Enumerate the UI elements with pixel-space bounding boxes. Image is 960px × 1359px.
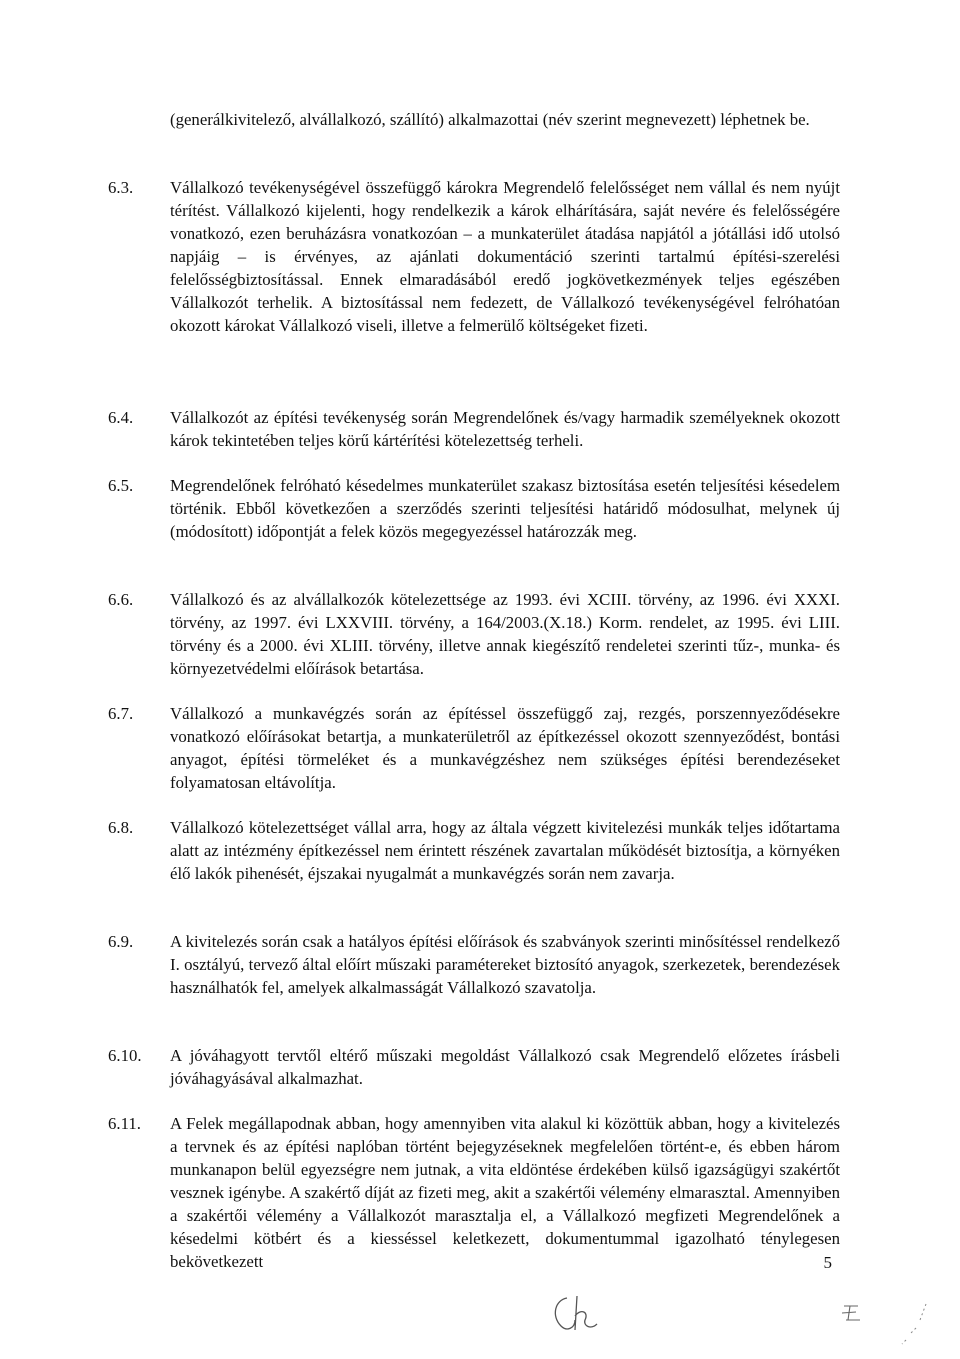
section-text: Vállalkozó a munkavégzés során az építéssel összefüggő zaj, rezgés, porszennyeződésekre vonatkozó előírásokat betartja, a munkaterületről az építkezéssel okozott szennyeződést, bontási anyagot, építési törmeléket és a munkavégzéshez nem szükséges építési berendezéseket folyamatosan eltávolítja. (170, 704, 840, 792)
section-6-10 (108, 1044, 840, 1090)
section-6-5 (108, 474, 840, 543)
section-number: 6.9. (108, 932, 134, 951)
section-6-6 (108, 588, 840, 680)
section-text: Megrendelőnek felróható késedelmes munkaterület szakasz biztosítása esetén teljesítési késedelem történik. Ebből következően a szerződés szerinti teljesítési határidő módosulhat, melynek új (módosított) időpontját a felek közös megegyezéssel határozzák meg. (170, 476, 840, 541)
section-6-8 (108, 816, 840, 885)
section-6-9 (108, 930, 840, 999)
margin-mark-icon (896, 1300, 936, 1350)
page-number: 5 (823, 1253, 832, 1272)
intro-paragraph: (generálkivitelező, alvállalkozó, szállító) alkalmazottai (név szerint megnevezett) léphetnek be. (170, 110, 810, 129)
section-number: 6.4. (108, 408, 134, 427)
signature-initials-icon (545, 1290, 615, 1340)
section-text: Vállalkozó kötelezettséget vállal arra, hogy az általa végzett kivitelezési munkák teljes időtartama alatt az intézmény építkezéssel nem érintett részének zavartalan működését biztosítja, a környéken élő lakók pihenését, éjszakai nyugalmát a munkavégzés során nem zavarja. (170, 818, 840, 883)
section-number: 6.3. (108, 178, 134, 197)
section-6-3 (108, 176, 840, 337)
section-text: A kivitelezés során csak a hatályos építési előírások és szabványok szerinti minősítéssel rendelkező I. osztályú, tervező által előírt műszaki paramétereket biztosító anyagok, szerkezetek, berendezések használhatók fel, amelyek alkalmasságát Vállalkozó szavatolja. (170, 932, 840, 997)
section-6-4 (108, 406, 840, 452)
section-text: Vállalkozó és az alvállalkozók kötelezettsége az 1993. évi XCIII. törvény, az 1996. évi XXXI. törvény, az 1997. évi LXXVIII. törvény, a 164/2003.(X.18.) Korm. rendelet, az 1995. évi LIII. törvény és a 2000. évi XLIII. törvény, illetve annak kiegészítő rendeletei szerinti tűz-, munka- és környezetvédelmi előírások betartása. (170, 590, 840, 678)
section-number: 6.6. (108, 590, 134, 609)
section-number: 6.11. (108, 1114, 141, 1133)
section-number: 6.7. (108, 704, 134, 723)
section-number: 6.5. (108, 476, 134, 495)
section-6-11 (108, 1112, 840, 1273)
section-text: A Felek megállapodnak abban, hogy amennyiben vita alakul ki közöttük abban, hogy a kivitelezés a tervnek és az építési naplóban történt bejegyzéseknek megfelelően történt-e, és ebben három munkanapon belül egyezségre nem jutnak, a vita eldöntése érdekében külső igazságügyi szakértőt vesznek igénybe. A szakértő díját az fizeti meg, akit a szakértői vélemény elmarasztal. Amennyiben a szakértői vélemény a Vállalkozót marasztalja el, a Vállalkozó megfizeti Megrendelőnek a késedelmi kötbért és a kiesséssel keletkezett, dokumentummal igazolható ténylegesen bekövetkezett (170, 1114, 840, 1271)
section-text: Vállalkozót az építési tevékenység során Megrendelőnek és/vagy harmadik személyeknek okozott károk tekintetében teljes körű kártérítési kötelezettség terheli. (170, 408, 840, 450)
section-text: A jóváhagyott tervtől eltérő műszaki megoldást Vállalkozó csak Megrendelő előzetes írásbeli jóváhagyásával alkalmazhat. (170, 1046, 840, 1088)
section-number: 6.8. (108, 818, 134, 837)
initial-mark-icon (838, 1298, 868, 1328)
section-number: 6.10. (108, 1046, 142, 1065)
section-6-7 (108, 702, 840, 794)
section-text: Vállalkozó tevékenységével összefüggő károkra Megrendelő felelősséget nem vállal és nem nyújt térítést. Vállalkozó kijelenti, hogy rendelkezik a károk elhárítására, saját nevére és felelősségére vonatkozó, ezen beruházásra vonatkozóan – a munkaterület átadása napjától a jótállási idő utolsó napjáig – is érvényes, az ajánlati dokumentáció szerinti tartalmú építési-szerelési felelősségbiztosítással. Ennek elmaradásából eredő jogkövetkezmények teljes egészében Vállalkozót terhelik. A biztosítással nem fedezett, de Vállalkozó tevékenységével felróhatóan okozott károkat Vállalkozó viseli, illetve a felmerülő költségeket fizeti. (170, 178, 840, 335)
